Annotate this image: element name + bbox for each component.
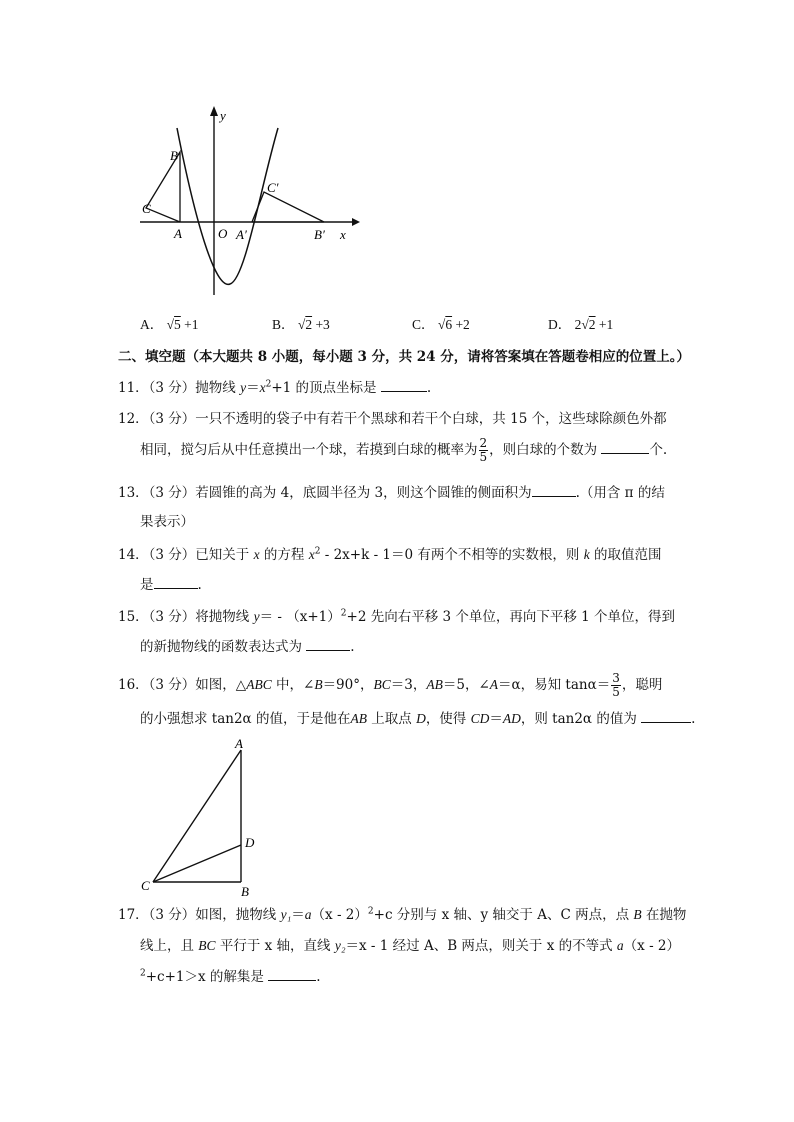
option-d-rest: +1 (598, 317, 614, 332)
y-axis-arrow-icon (210, 106, 218, 116)
q17-line2a: 线上，且 (140, 938, 199, 954)
q17-line2b: 平行于 x 轴，直线 (215, 938, 335, 954)
q17-line3a: +c+1＞x 的解集是 (145, 969, 269, 985)
q12-answer-blank[interactable] (601, 441, 649, 454)
label-b: B (170, 148, 178, 163)
q16-fraction (611, 672, 621, 699)
question-17-line-1 (118, 903, 686, 923)
q14-line1c: - 2x+k - 1＝0 有两个不相等的实数根，则 (320, 547, 584, 563)
q16-line1e: ＝5，∠ (442, 677, 490, 693)
q16-ad: AD (502, 711, 521, 726)
question-14-line-1 (118, 543, 661, 563)
q16-line1c: ＝90°， (322, 677, 374, 693)
section-heading: 二、填空题（本大题共 8 小题，每小题 3 分，共 24 分，请将答案填在答题卷相应的位置上。） (118, 349, 691, 365)
q14-line1d: 的取值范围 (589, 547, 662, 563)
q16-numerator: 3 (612, 671, 620, 685)
q13-line1b: .（用含 π 的结 (575, 485, 665, 501)
label-o: O (218, 226, 228, 241)
q16-end: . (691, 711, 696, 727)
q17-line1a: 17．（3 分）如图，抛物线 (118, 907, 281, 923)
q16-cd: CD (470, 711, 490, 726)
option-c: C． √6 +2 (412, 317, 470, 332)
q12-denominator: 5 (479, 450, 488, 464)
q15-line1c: +2 先向右平移 3 个单位，再向下平移 1 个单位，得到 (346, 609, 676, 625)
q15-answer-blank[interactable] (306, 638, 350, 651)
label-c: C (141, 878, 150, 893)
q17-line3-sup: 2 (140, 968, 146, 979)
question-13-line-1 (118, 481, 665, 501)
option-a-radicand: 5 (174, 317, 181, 332)
question-15-line-1 (118, 605, 675, 625)
q14-sup: 2 (314, 546, 321, 557)
question-14-line-2 (140, 573, 202, 593)
q16-line1d: ＝3， (390, 677, 427, 693)
option-d-coefficient: 2 (574, 317, 582, 332)
q12-fraction (479, 437, 489, 464)
q14-line2: 是 (140, 577, 154, 593)
q16-ab: AB (426, 677, 443, 692)
q17-end: . (316, 969, 321, 985)
question-17-line-2 (140, 934, 680, 954)
label-a: A (235, 736, 243, 751)
q16-line1g: ，聪明 (621, 677, 663, 693)
q11-prefix: 11．（3 分）抛物线 (118, 380, 241, 396)
q16-line1f: ＝α，易知 tanα＝ (498, 677, 611, 693)
option-a-rest: +1 (184, 317, 199, 332)
parabola-curve (177, 128, 278, 284)
q16-line2e: ，则 tan2α 的值为 (520, 711, 642, 727)
q13-answer-blank[interactable] (532, 484, 576, 497)
q15-line1a: 15．（3 分）将抛物线 (118, 609, 254, 625)
q17-sup: 2 (367, 906, 374, 917)
q11-sup: 2 (265, 379, 272, 390)
q15-line2: 的新抛物线的函数表达式为 (140, 639, 307, 655)
q15-sup: 2 (340, 608, 347, 619)
q15-end: . (350, 639, 355, 655)
option-b-rest: +3 (315, 317, 330, 332)
option-a-letter: A． (140, 317, 164, 332)
option-b: B． √2 +3 (272, 317, 330, 332)
label-c-prime: C′ (267, 180, 279, 195)
q11-end: . (426, 380, 432, 396)
q15-y: y (253, 609, 260, 624)
triangle-a-b-c-prime (252, 192, 324, 222)
question-13-line-2: 果表示） (140, 514, 194, 530)
q14-x2: x (308, 547, 315, 562)
q13-line1a: 13．（3 分）若圆锥的高为 4，底圆半径为 3，则这个圆锥的侧面积为 (118, 485, 532, 501)
q14-answer-blank[interactable] (154, 576, 198, 589)
q17-y2: y₂ (334, 938, 346, 953)
q16-line2c: ，使得 (425, 711, 471, 727)
q17-line1e: 在抛物 (641, 907, 687, 923)
q16-line2b: 上取点 (366, 711, 417, 727)
q14-line1a: 14．（3 分）已知关于 (118, 547, 254, 563)
label-a: A (174, 226, 182, 241)
q17-line1d: +c 分别与 x 轴、y 轴交于 A、C 两点，点 (373, 907, 634, 923)
q14-line1b: 的方程 (259, 547, 309, 563)
label-c: C (142, 201, 151, 216)
q17-y1: y₁ (280, 907, 292, 922)
q12-numerator: 2 (479, 436, 488, 450)
q17-bc: BC (198, 938, 216, 953)
question-17-line-3 (140, 965, 321, 985)
label-a-prime: A′ (236, 227, 247, 242)
q16-line1b: 中，∠ (271, 677, 315, 693)
question-11 (118, 376, 431, 396)
question-12-line-1: 12．（3 分）一只不透明的袋子中有若干个黑球和若干个白球，共 15 个，这些球除颜色外都 (118, 411, 667, 427)
label-d: D (245, 835, 255, 850)
q12-line2b: ，则白球的个数为 (489, 442, 602, 458)
q16-d: D (416, 711, 426, 726)
q11-answer-blank[interactable] (381, 379, 427, 392)
q16-abc: ABC (246, 677, 272, 692)
question-15-line-2 (140, 635, 355, 655)
x-axis-arrow-icon (352, 218, 360, 226)
q16-bc: BC (373, 677, 391, 692)
q17-line2c: ＝x - 1 经过 A、B 两点，则关于 x 的不等式 (345, 938, 617, 954)
option-d: D． 2√2 +1 (548, 317, 614, 332)
q11-eq: ＝ (246, 380, 260, 396)
q17-line1b: ＝ (291, 907, 305, 923)
q17-a: a (304, 907, 312, 922)
q16-line2d: ＝ (489, 711, 503, 727)
q16-answer-blank[interactable] (641, 710, 691, 723)
q16-line2a: 的小强想求 tan2α 的值，于是他在 (140, 711, 351, 727)
label-x: x (340, 227, 346, 242)
option-c-rest: +2 (455, 317, 470, 332)
q17-a2: a (616, 938, 624, 953)
option-d-radicand: 2 (588, 317, 596, 332)
label-y: y (220, 108, 226, 123)
q17-line2d: （x - 2） (623, 938, 681, 954)
q11-x: x (259, 380, 266, 395)
q12-line2a: 相同，搅匀后从中任意摸出一个球，若摸到白球的概率为 (140, 442, 478, 458)
label-b: B (241, 884, 249, 899)
q14-x: x (253, 547, 260, 562)
q16-denominator: 5 (612, 685, 620, 699)
option-b-letter: B． (272, 317, 295, 332)
q11-y: y (240, 380, 247, 395)
q17-answer-blank[interactable] (268, 968, 316, 981)
label-b-prime: B′ (314, 227, 325, 242)
option-c-radicand: 6 (445, 317, 453, 332)
option-d-letter: D． (548, 317, 572, 332)
q16-a: A (489, 677, 499, 692)
q15-line1b: ＝ - （x+1） (259, 609, 341, 625)
option-a: A． √5 +1 (140, 317, 199, 332)
q11-rest: +1 的顶点坐标是 (271, 380, 381, 396)
q14-end: . (197, 577, 202, 593)
question-12-line-2 (140, 437, 667, 464)
q14-k: k (583, 547, 590, 562)
segment-ca (153, 750, 241, 882)
q16-line1a: 16．（3 分）如图，△ (118, 677, 247, 693)
question-16-line-1 (118, 672, 662, 699)
q17-b: B (633, 907, 642, 922)
q17-line1c: （x - 2） (311, 907, 368, 923)
question-16-line-2 (140, 707, 695, 727)
segment-cd (153, 845, 241, 882)
q16-ab2: AB (350, 711, 367, 726)
parabola-figure (130, 100, 370, 300)
q16-b: B (314, 677, 323, 692)
triangle-figure (135, 732, 265, 900)
option-b-radicand: 2 (305, 317, 313, 332)
q12-end: 个. (649, 442, 668, 458)
option-c-letter: C． (412, 317, 435, 332)
